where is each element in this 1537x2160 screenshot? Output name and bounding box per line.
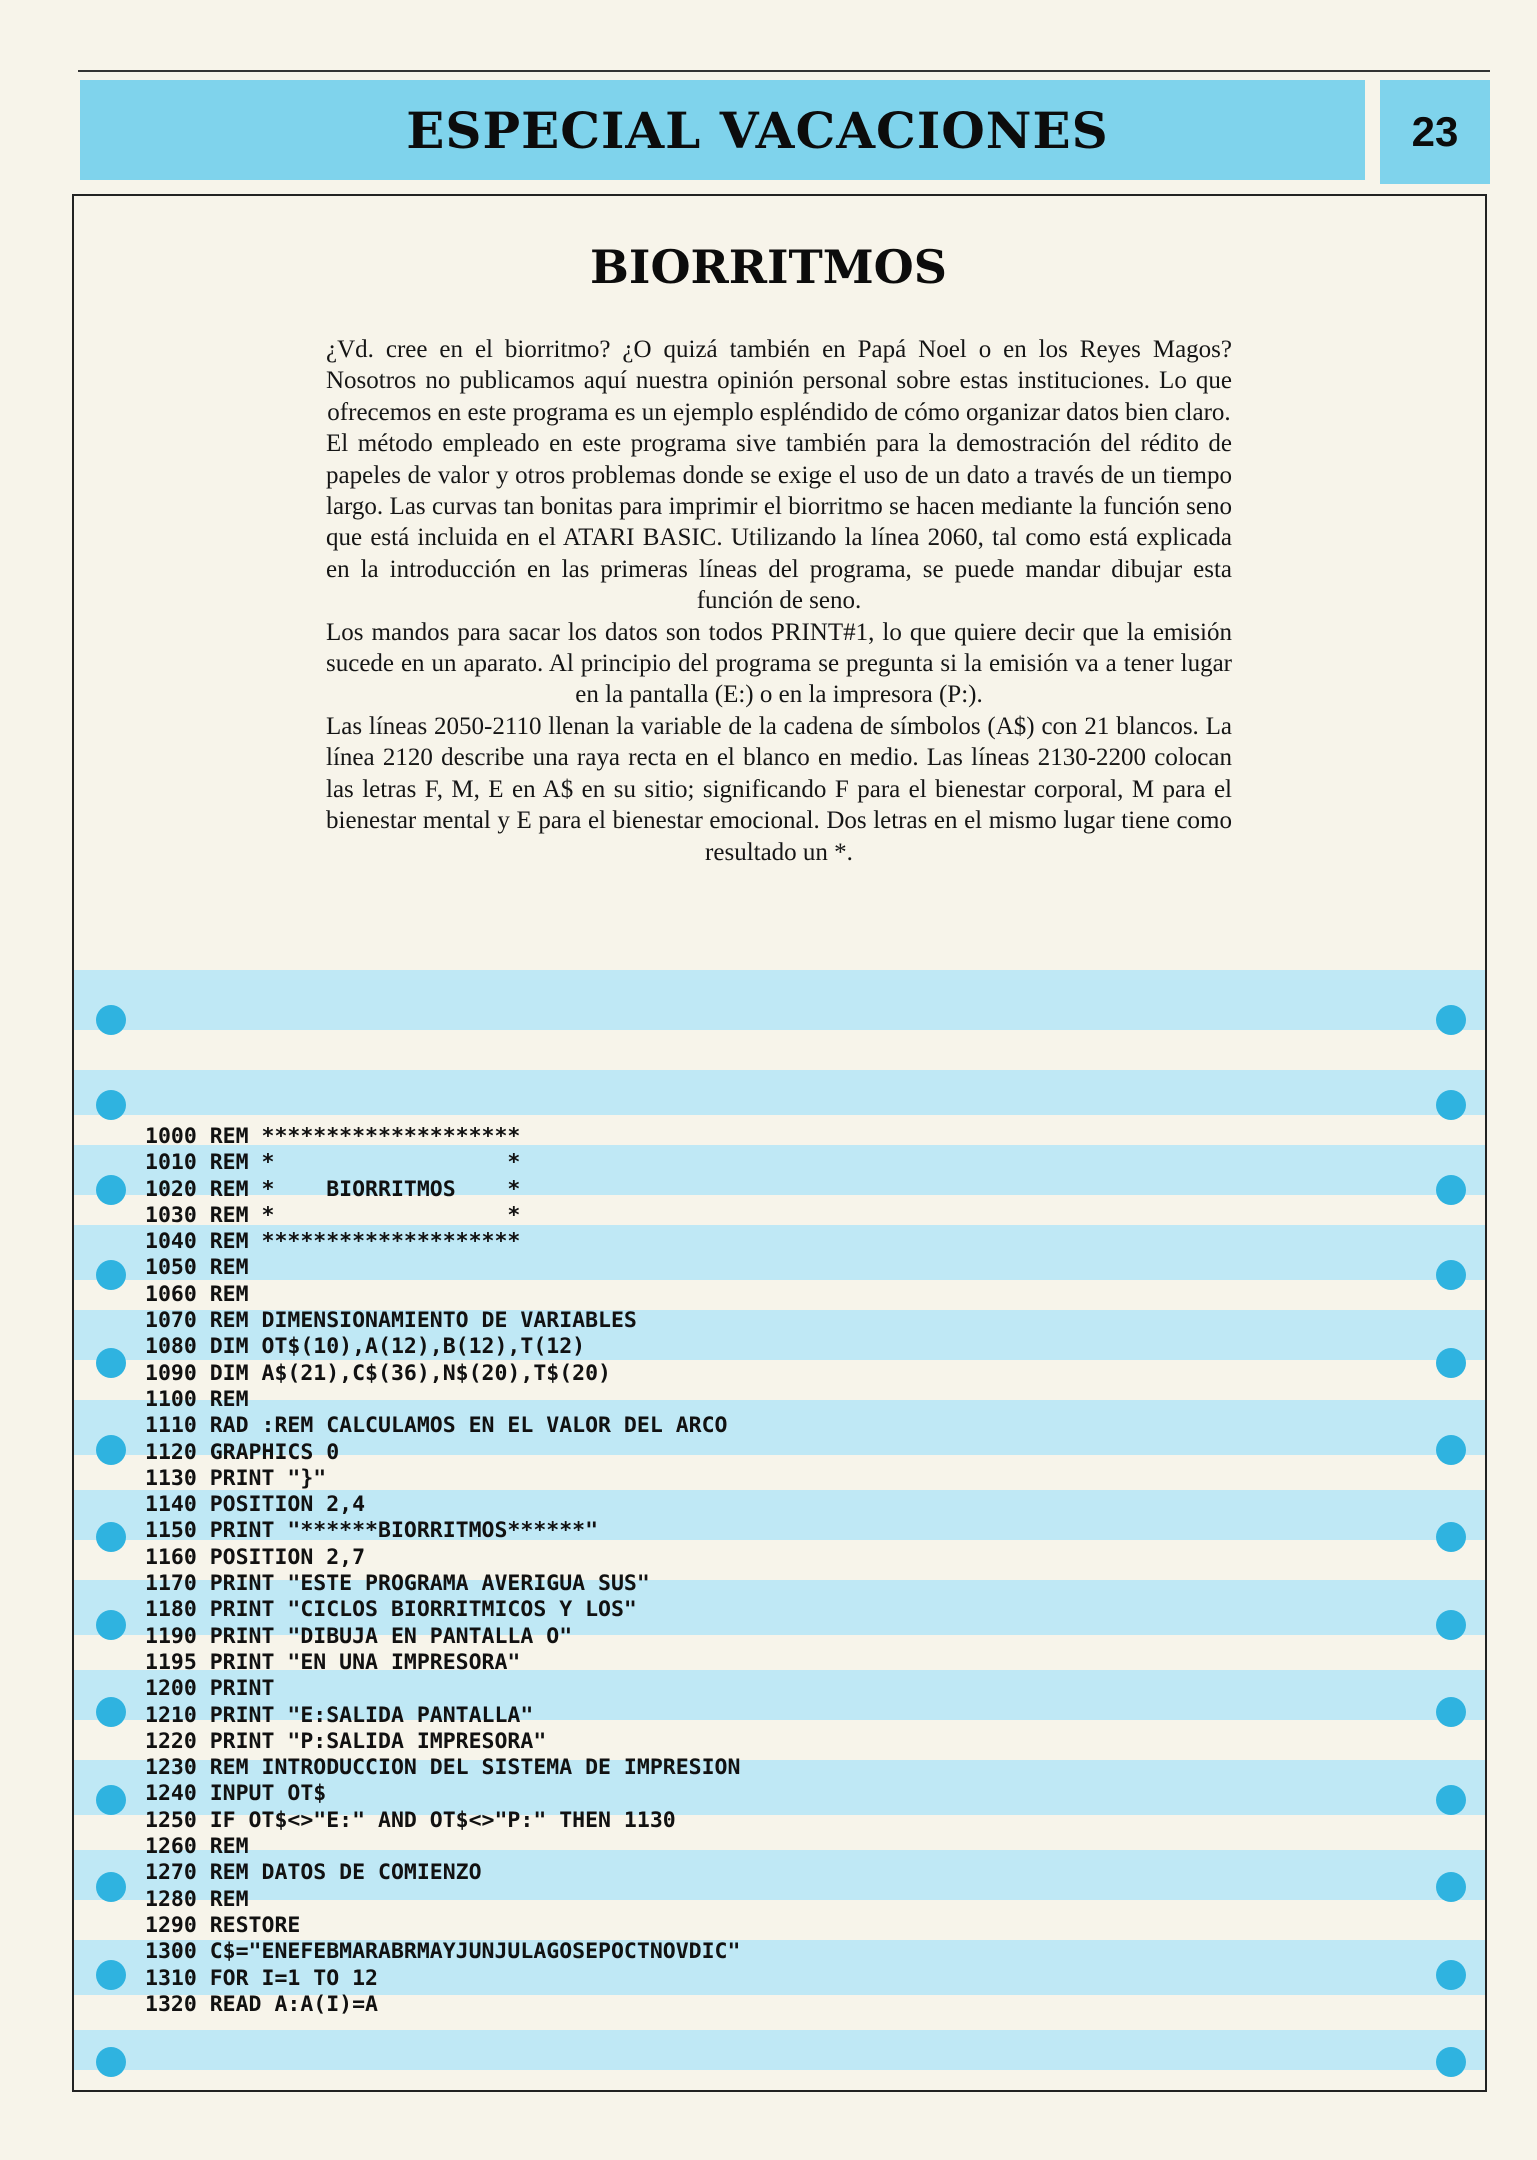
code-line: 1030 REM * * (145, 1202, 521, 1228)
tractor-feed-hole (96, 1785, 126, 1815)
tractor-feed-hole (96, 1005, 126, 1035)
code-line: 1040 REM ******************** (145, 1229, 521, 1255)
top-rule (78, 70, 1490, 72)
code-line: 1120 GRAPHICS 0 (145, 1439, 340, 1465)
code-line: 1220 PRINT "P:SALIDA IMPRESORA" (145, 1728, 547, 1754)
tractor-feed-hole (96, 1522, 126, 1552)
page-number: 23 (1411, 108, 1459, 155)
code-line: 1195 PRINT "EN UNA IMPRESORA" (145, 1649, 521, 1675)
tractor-feed-hole (96, 1872, 126, 1902)
article-paragraph: ¿Vd. cree en el biorritmo? ¿O quizá también en Papá Noel o en los Reyes Magos? Nosotros no publicamos aquí nuestra opinión personal sobre estas instituciones. Lo que ofrecemos en este programa es un ejemplo espléndido de cómo organizar datos bien claro. (326, 336, 1232, 426)
tractor-feed-hole (1436, 1348, 1466, 1378)
code-line: 1080 DIM OT$(10),A(12),B(12),T(12) (145, 1334, 586, 1360)
tractor-feed-hole (1436, 1005, 1466, 1035)
article-paragraph: El método empleado en este programa sive también para la demostración del rédito de papeles de valor y otros problemas donde se exige el uso de un dato a través de un tiempo largo. Las curvas tan bonitas para imprimir el biorritmo se hacen mediante la función seno que está incluida en el ATARI BASIC. Utilizando la línea 2060, tal como está explicada en la introducción en las primeras líneas del programa, se puede mandar dibujar esta función de seno. (326, 430, 1232, 615)
code-line: 1050 REM (145, 1255, 249, 1281)
code-line: 1200 PRINT (145, 1676, 275, 1702)
article-paragraph: Las líneas 2050-2110 llenan la variable de la cadena de símbolos (A$) con 21 blancos. La línea 2120 describe una raya recta en el blanco en medio. Las líneas 2130-2200 colocan las letras F, M, E en A$ en su sitio; significando F para el bienestar corporal, M para el bienestar mental y E para el bienestar emocional. Dos letras en el mismo lugar tiene como resultado un *. (326, 712, 1232, 866)
header-band (80, 80, 1365, 180)
code-line: 1250 IF OT$<>"E:" AND OT$<>"P:" THEN 1130 (145, 1807, 676, 1833)
tractor-feed-hole (1436, 1872, 1466, 1902)
tractor-feed-hole (1436, 1785, 1466, 1815)
code-line: 1210 PRINT "E:SALIDA PANTALLA" (145, 1702, 534, 1728)
code-line: 1070 REM DIMENSIONAMIENTO DE VARIABLES (145, 1308, 637, 1334)
basic-listing (145, 1124, 740, 2018)
code-line: 1240 INPUT OT$ (145, 1781, 327, 1807)
code-line: 1310 FOR I=1 TO 12 (145, 1965, 378, 1991)
code-line: 1150 PRINT "******BIORRITMOS******" (145, 1518, 599, 1544)
page-number-box (1380, 80, 1490, 184)
code-line: 1260 REM (145, 1834, 249, 1860)
tractor-feed-hole (1436, 1260, 1466, 1290)
code-line: 1270 REM DATOS DE COMIENZO (145, 1860, 482, 1886)
tractor-feed-hole (96, 1260, 126, 1290)
code-line: 1100 REM (145, 1386, 249, 1412)
tractor-feed-hole (96, 2047, 126, 2077)
code-line: 1280 REM (145, 1886, 249, 1912)
tractor-feed-hole (96, 1960, 126, 1990)
article-body (326, 334, 1232, 868)
code-line: 1290 RESTORE (145, 1912, 301, 1938)
code-line: 1160 POSITION 2,7 (145, 1544, 366, 1570)
tractor-feed-hole (1436, 2047, 1466, 2077)
paper-stripe (74, 1070, 1485, 1115)
tractor-feed-hole (1436, 1522, 1466, 1552)
code-line: 1130 PRINT "}" (145, 1465, 327, 1491)
tractor-feed-hole (96, 1435, 126, 1465)
code-line: 1010 REM * * (145, 1150, 521, 1176)
tractor-feed-hole (96, 1610, 126, 1640)
code-line: 1060 REM (145, 1281, 249, 1307)
code-line: 1230 REM INTRODUCCION DEL SISTEMA DE IMPRESION (145, 1755, 741, 1781)
code-line: 1000 REM ******************** (145, 1124, 521, 1149)
article-title: BIORRITMOS (590, 240, 947, 294)
code-line: 1170 PRINT "ESTE PROGRAMA AVERIGUA SUS" (145, 1571, 650, 1597)
code-line: 1020 REM * BIORRITMOS * (145, 1176, 521, 1202)
tractor-feed-hole (96, 1175, 126, 1205)
code-line: 1320 READ A:A(I)=A (145, 1991, 378, 2017)
section-title: ESPECIAL VACACIONES (406, 100, 1109, 160)
paper-stripe (74, 2030, 1485, 2070)
code-line: 1300 C$="ENEFEBMARABRMAYJUNJULAGOSEPOCTNOVDIC" (145, 1939, 741, 1965)
tractor-feed-hole (96, 1697, 126, 1727)
tractor-feed-hole (1436, 1960, 1466, 1990)
code-line: 1180 PRINT "CICLOS BIORRITMICOS Y LOS" (145, 1597, 637, 1623)
paper-stripe (74, 970, 1485, 1030)
tractor-feed-hole (1436, 1697, 1466, 1727)
code-line: 1190 PRINT "DIBUJA EN PANTALLA O" (145, 1623, 573, 1649)
code-line: 1110 RAD :REM CALCULAMOS EN EL VALOR DEL ARCO (145, 1413, 728, 1439)
tractor-feed-hole (1436, 1610, 1466, 1640)
tractor-feed-hole (96, 1090, 126, 1120)
tractor-feed-hole (96, 1348, 126, 1378)
tractor-feed-hole (1436, 1090, 1466, 1120)
tractor-feed-hole (1436, 1435, 1466, 1465)
article-paragraph: Los mandos para sacar los datos son todos PRINT#1, lo que quiere decir que la emisión sucede en un aparato. Al principio del programa se pregunta si la emisión va a tener lugar en la pantalla (E:) o en la impresora (P:). (326, 618, 1232, 709)
code-line: 1140 POSITION 2,4 (145, 1492, 366, 1518)
code-line: 1090 DIM A$(21),C$(36),N$(20),T$(20) (145, 1360, 611, 1386)
tractor-feed-hole (1436, 1175, 1466, 1205)
